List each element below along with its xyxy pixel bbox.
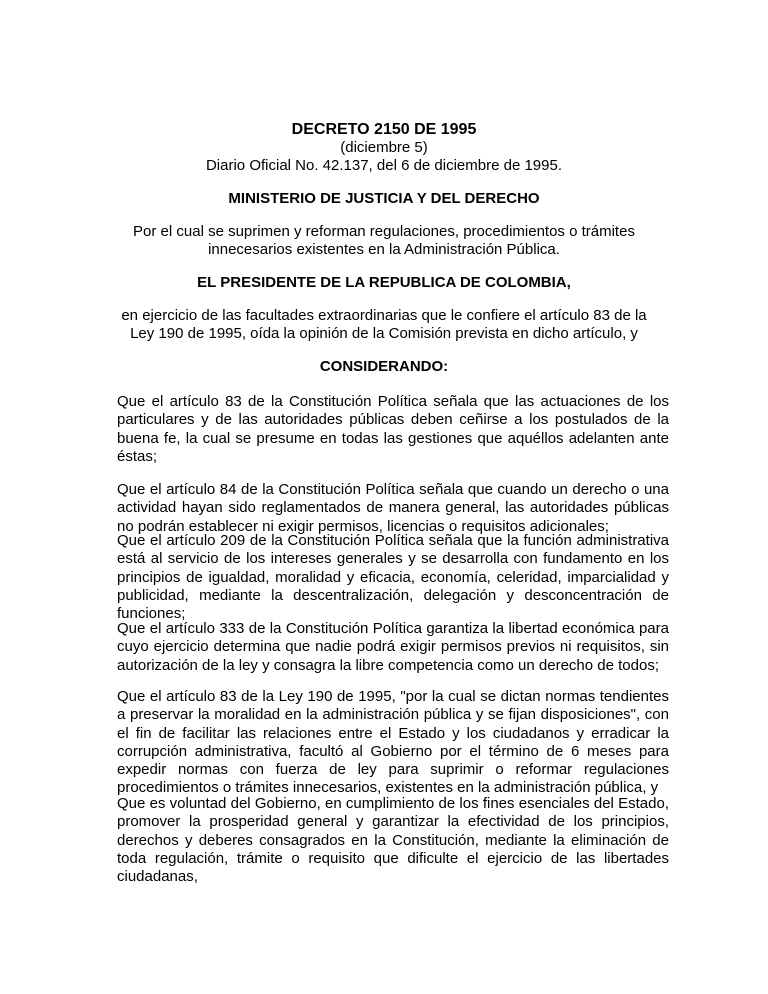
considering-paragraph-4: Que el artículo 333 de la Constitución Política garantiza la libertad económica para cuyo ejercicio determina que nadie podrá exigir permisos previos ni requisitos, sin autorización de la ley y consagra la libre competencia como un derecho de todos;: [117, 620, 669, 674]
authority-heading: EL PRESIDENTE DE LA REPUBLICA DE COLOMBIA,: [197, 274, 571, 291]
considering-paragraph-6: Que es voluntad del Gobierno, en cumplimiento de los fines esenciales del Estado, promover la prosperidad general y garantizar la efectividad de los principios, derechos y deberes consagrados en la Constitución, mediante la eliminación de toda regulación, trámite o requisito que dificulte el ejercicio de las libertades ciudadanas,: [117, 795, 669, 886]
powers-line-1: en ejercicio de las facultades extraordinarias que le confiere el artículo 83 de la: [121, 307, 647, 324]
summary-line-2: innecesarios existentes en la Administración Pública.: [208, 241, 560, 258]
summary-line-1: Por el cual se suprimen y reforman regulaciones, procedimientos o trámites: [133, 223, 635, 240]
considering-paragraph-3: Que el artículo 209 de la Constitución Política señala que la función administrativa está al servicio de los intereses generales y se desarrolla con fundamento en los principios de igualdad, moralidad y eficacia, economía, celeridad, imparcialidad y publicidad, mediante la descentralización, delegación y desconcentración de funciones;: [117, 532, 669, 623]
decree-date: (diciembre 5): [340, 139, 428, 156]
considering-heading: CONSIDERANDO:: [319, 358, 449, 375]
decree-title: DECRETO 2150 DE 1995: [291, 121, 477, 138]
considering-paragraph-5: Que el artículo 83 de la Ley 190 de 1995, "por la cual se dictan normas tendientes a preservar la moralidad en la administración pública y se fijan disposiciones", con el fin de facilitar las relaciones entre el Estado y los ciudadanos y erradicar la corrupción administrativa, facultó al Gobierno por el término de 6 meses para expedir normas con fuerza de ley para suprimir o reformar regulaciones procedimientos o trámites innecesarios, existentes en la administración pública, y: [117, 688, 669, 797]
gazette-reference: Diario Oficial No. 42.137, del 6 de diciembre de 1995.: [205, 157, 563, 174]
considering-paragraph-2: Que el artículo 84 de la Constitución Política señala que cuando un derecho o una actividad hayan sido reglamentados de manera general, las autoridades públicas no podrán establecer ni exigir permisos, licencias o requisitos adicionales;: [117, 481, 669, 535]
considering-paragraph-1: Que el artículo 83 de la Constitución Política señala que las actuaciones de los particulares y de las autoridades públicas deben ceñirse a los postulados de la buena fe, la cual se presume en todas las gestiones que aquéllos adelanten ante éstas;: [117, 393, 669, 465]
ministry-heading: MINISTERIO DE JUSTICIA Y DEL DERECHO: [228, 190, 540, 207]
powers-line-2: Ley 190 de 1995, oída la opinión de la Comisión prevista en dicho artículo, y: [130, 325, 638, 342]
